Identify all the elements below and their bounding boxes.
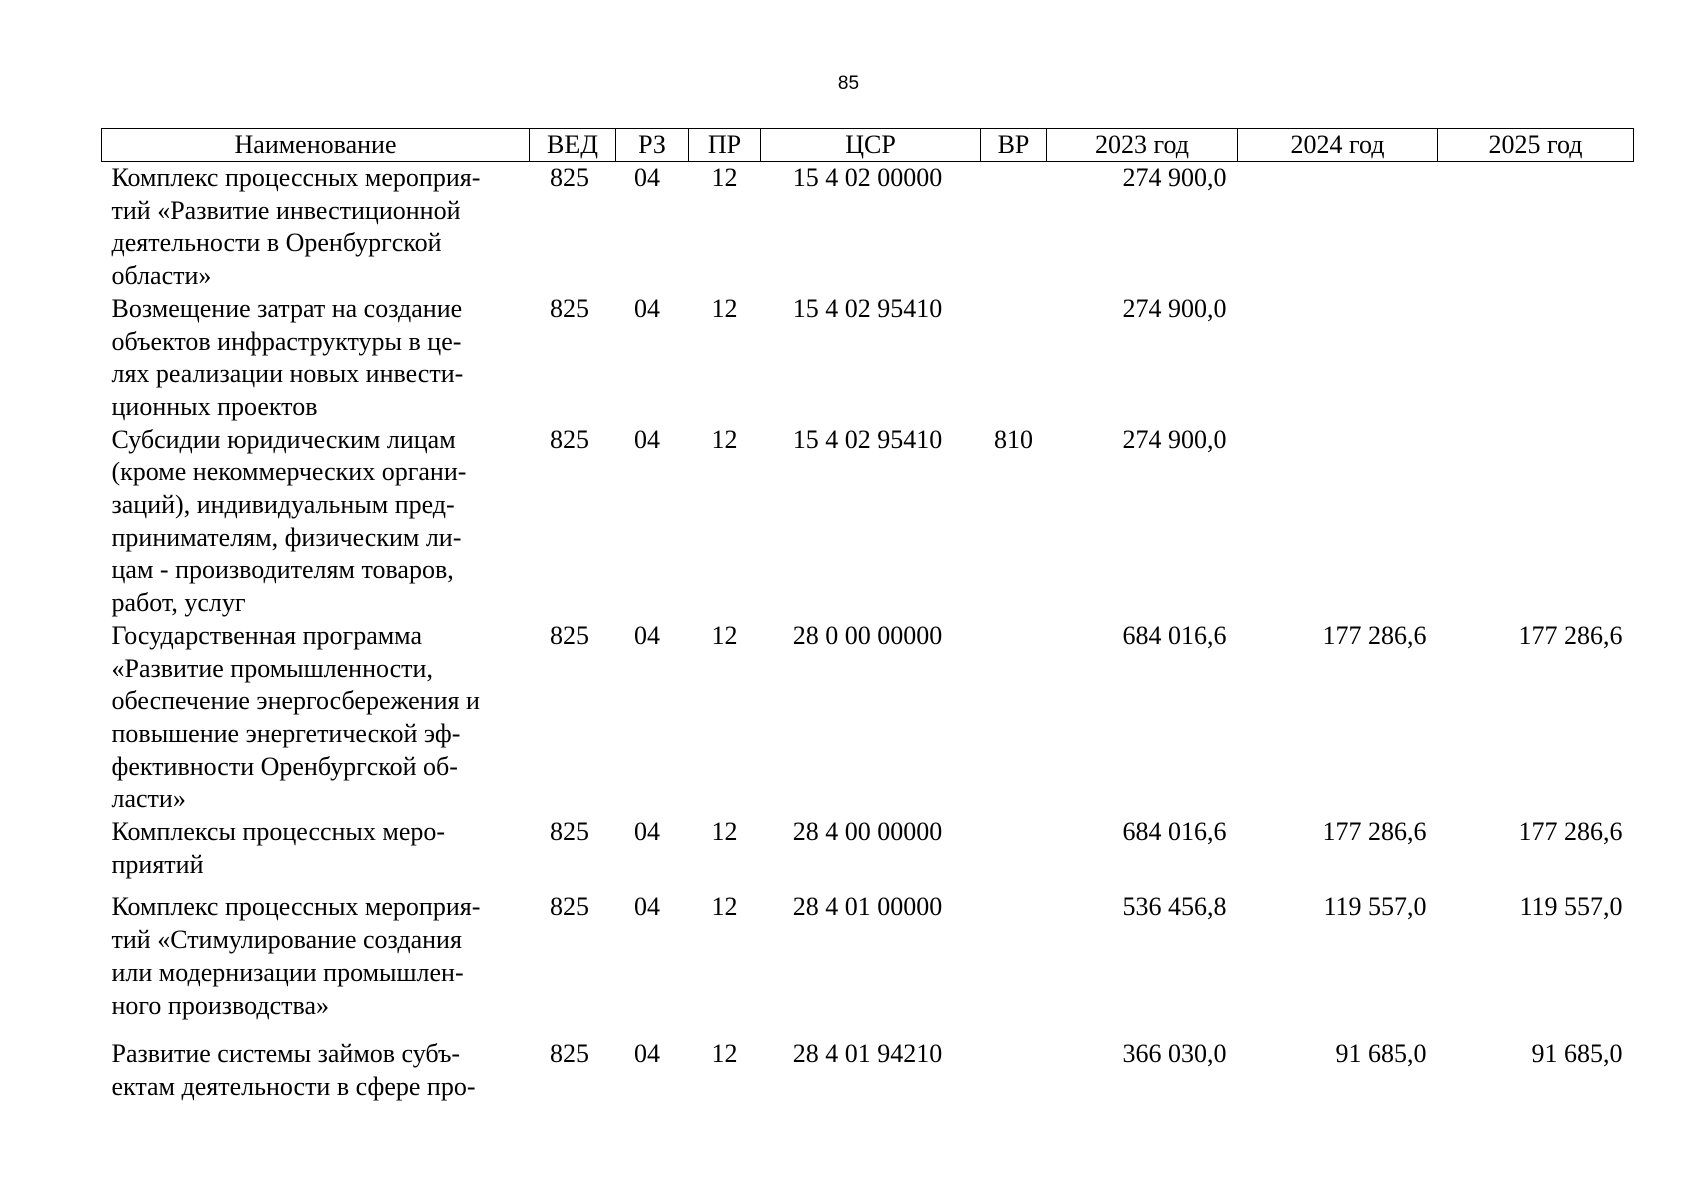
row-ved: 825 xyxy=(550,1039,589,1069)
row-vr xyxy=(981,162,1047,293)
row-2023: 274 900,0 xyxy=(1122,293,1227,323)
row-2024 xyxy=(1238,293,1438,424)
row-2023: 684 016,6 xyxy=(1122,817,1227,847)
row-2025: 177 286,6 xyxy=(1518,817,1623,847)
header-2024: 2024 год xyxy=(1238,129,1438,162)
row-name-line: объектов инфраструктуры в це- xyxy=(111,326,462,356)
row-2025: 177 286,6 xyxy=(1518,620,1623,650)
row-name-line: (кроме некоммерческих органи- xyxy=(111,457,467,487)
row-2025: 119 557,0 xyxy=(1519,892,1623,922)
table-row xyxy=(102,424,1634,620)
row-rz: 04 xyxy=(634,620,660,650)
row-name-line: повышение энергетической эф- xyxy=(111,718,461,748)
row-name-line: тий «Стимулирование создания xyxy=(111,925,462,955)
header-rz: РЗ xyxy=(616,129,689,162)
row-2024 xyxy=(1238,424,1438,620)
row-vr xyxy=(981,816,1047,891)
header-csr: ЦСР xyxy=(761,129,981,162)
row-rz: 04 xyxy=(634,817,660,847)
row-name-line: «Развитие промышленности, xyxy=(111,653,433,683)
table-row xyxy=(102,620,1634,816)
row-name-line: ласти» xyxy=(111,784,186,814)
row-pr: 12 xyxy=(711,892,738,922)
table-row xyxy=(102,816,1634,891)
row-csr: 28 4 01 00000 xyxy=(792,892,943,922)
row-name-line: заций), индивидуальным пред- xyxy=(111,490,455,520)
row-2025: 91 685,0 xyxy=(1531,1039,1623,1069)
row-name xyxy=(102,162,530,293)
row-name-line: ного производства» xyxy=(111,990,329,1020)
header-2025: 2025 год xyxy=(1438,129,1634,162)
row-name xyxy=(102,424,530,620)
row-2023: 366 030,0 xyxy=(1122,1039,1227,1069)
row-name-line: Комплекс процессных мероприя- xyxy=(111,163,481,192)
row-name-line: Развитие системы займов субъ- xyxy=(111,1039,461,1069)
row-name xyxy=(102,891,530,1038)
row-name-line: фективности Оренбургской об- xyxy=(111,751,458,781)
row-vr: 810 xyxy=(994,424,1033,454)
row-ved: 825 xyxy=(550,620,589,650)
row-pr: 12 xyxy=(711,1039,738,1069)
row-name-line: тий «Развитие инвестиционной xyxy=(111,195,461,225)
row-name-line: Комплекс процессных мероприя- xyxy=(111,892,481,922)
row-name-line: области» xyxy=(111,261,212,291)
table-row xyxy=(102,891,1634,1038)
budget-table xyxy=(101,128,1634,1104)
row-rz: 04 xyxy=(634,293,660,323)
table-row xyxy=(102,162,1634,293)
row-name-line: принимателям, физическим ли- xyxy=(111,522,462,552)
row-ved: 825 xyxy=(550,424,589,454)
row-name-line: ектам деятельности в сфере про- xyxy=(111,1071,476,1101)
table-row xyxy=(102,1038,1634,1103)
row-pr: 12 xyxy=(711,620,738,650)
row-pr: 12 xyxy=(711,163,738,192)
row-2023: 684 016,6 xyxy=(1122,620,1227,650)
row-name-line: Государственная программа xyxy=(111,620,423,650)
header-vr: ВР xyxy=(981,129,1047,162)
row-csr: 15 4 02 00000 xyxy=(792,163,943,192)
row-name-line: деятельности в Оренбургской xyxy=(111,228,442,258)
row-ved: 825 xyxy=(550,163,589,192)
row-name-line: обеспечение энергосбережения и xyxy=(111,686,480,716)
row-csr: 28 4 00 00000 xyxy=(792,817,943,847)
row-2025 xyxy=(1438,293,1634,424)
row-2025 xyxy=(1438,424,1634,620)
row-name-line: или модернизации промышлен- xyxy=(111,957,464,987)
row-csr: 15 4 02 95410 xyxy=(792,293,943,323)
row-name-line: цам - производителям товаров, xyxy=(111,555,454,585)
row-name-line: ционных проектов xyxy=(111,391,318,421)
row-2024: 177 286,6 xyxy=(1322,620,1427,650)
row-name xyxy=(102,816,530,891)
row-rz: 04 xyxy=(634,424,660,454)
row-pr: 12 xyxy=(711,293,738,323)
row-name xyxy=(102,1038,530,1103)
row-name-line: Субсидии юридическим лицам xyxy=(111,424,456,454)
row-pr: 12 xyxy=(711,424,738,454)
row-name-line: лях реализации новых инвести- xyxy=(111,359,464,389)
row-2023: 536 456,8 xyxy=(1122,892,1227,922)
header-pr: ПР xyxy=(689,129,761,162)
row-2024: 91 685,0 xyxy=(1335,1039,1427,1069)
row-vr xyxy=(981,1038,1047,1103)
table-header-row xyxy=(102,129,1634,162)
row-vr xyxy=(981,293,1047,424)
row-ved: 825 xyxy=(550,892,589,922)
row-ved: 825 xyxy=(550,817,589,847)
row-csr: 28 0 00 00000 xyxy=(792,620,943,650)
row-name-line: Возмещение затрат на создание xyxy=(111,293,463,323)
row-csr: 15 4 02 95410 xyxy=(792,424,943,454)
row-vr xyxy=(981,620,1047,816)
row-rz: 04 xyxy=(634,1039,660,1069)
row-2024: 177 286,6 xyxy=(1322,817,1427,847)
row-csr: 28 4 01 94210 xyxy=(792,1039,943,1069)
header-2023: 2023 год xyxy=(1047,129,1238,162)
header-name: Наименование xyxy=(102,129,530,162)
row-pr: 12 xyxy=(711,817,738,847)
row-2023: 274 900,0 xyxy=(1122,424,1227,454)
header-ved: ВЕД xyxy=(530,129,616,162)
row-2023: 274 900,0 xyxy=(1122,163,1227,192)
row-name xyxy=(102,620,530,816)
row-name-line: Комплексы процессных меро- xyxy=(111,817,446,847)
row-rz: 04 xyxy=(634,163,660,192)
row-2024: 119 557,0 xyxy=(1323,892,1427,922)
row-name-line: работ, услуг xyxy=(111,588,246,618)
row-2024 xyxy=(1238,162,1438,293)
row-name-line: приятий xyxy=(111,849,204,879)
page-number: 85 xyxy=(837,73,860,94)
row-2025 xyxy=(1438,162,1634,293)
row-name xyxy=(102,293,530,424)
table-row xyxy=(102,293,1634,424)
row-vr xyxy=(981,891,1047,1038)
row-rz: 04 xyxy=(634,892,660,922)
row-ved: 825 xyxy=(550,293,589,323)
